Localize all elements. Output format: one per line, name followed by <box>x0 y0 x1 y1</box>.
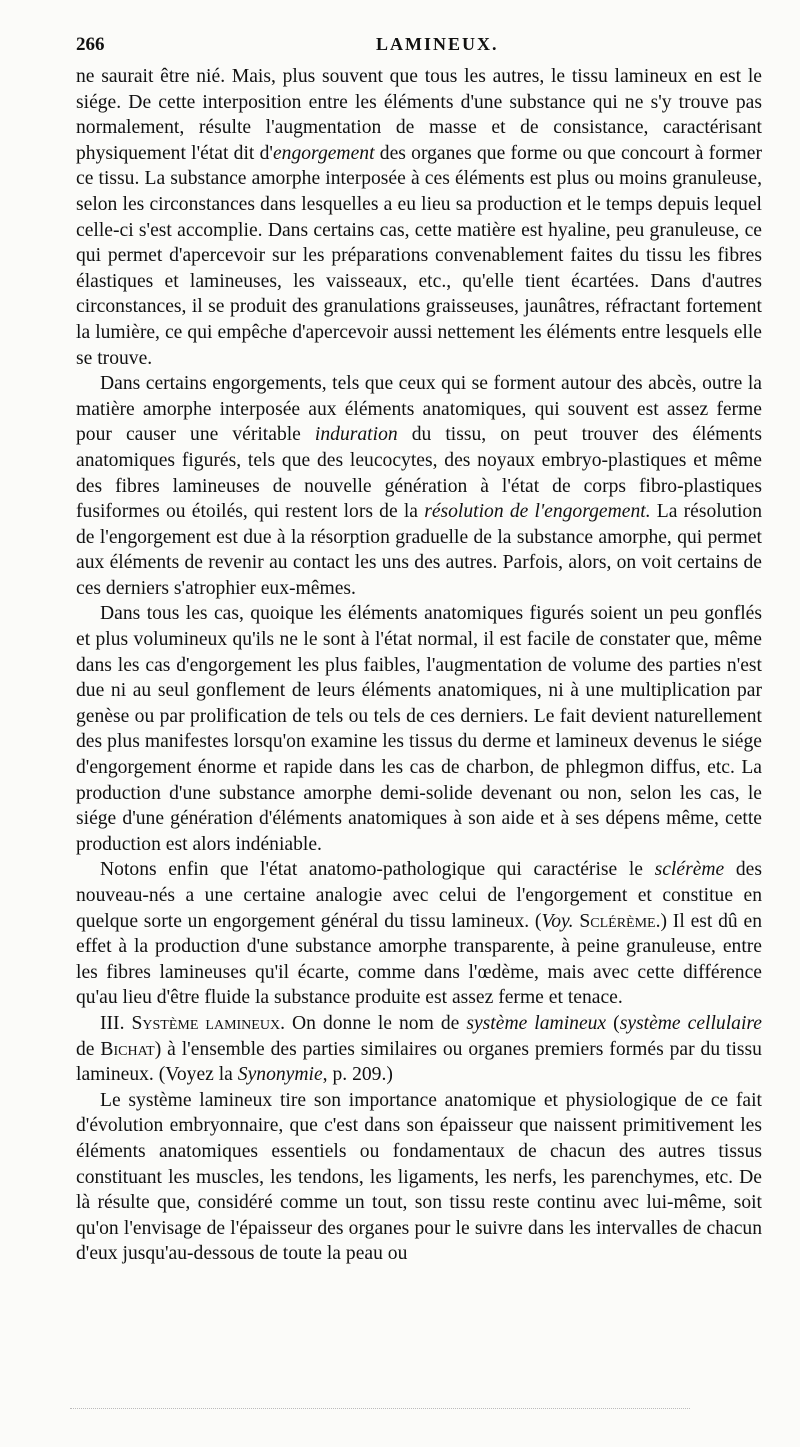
text-run: Notons enfin que l'état anatomo-pathologique qui caractérise le <box>100 859 655 881</box>
text-run: ) Il est dû en effet à la production d'une substance amorphe transparente, à peine granuleuse, entre les fibres lamineuses qu'il écarte, comme dans l'œdème, mais avec cette différence qu'au lieu d'être fluide la substance produite est assez ferme et tenace. <box>76 910 762 1009</box>
text-run: Dans certains engorgements, tels que ceux qui se forment autour des abcès, outre la matière amorphe interposée aux éléments anatomiques, qui souvent est assez ferme pour causer une véritable <box>76 373 762 446</box>
text-run: du tissu, on peut trouver des éléments anatomiques figurés, tels que des leucocytes, des noyaux embryo-plastiques et même des fibres lamineuses de nouvelle génération à l'état de corps fibro-plastiques fusiformes ou étoilés, qui restent lors de la <box>76 424 762 523</box>
text-run: Le système lamineux tire son importance anatomique et physiologique de ce fait d'évolution embryonnaire, que c'est dans son épaisseur que naissent primitivement les éléments anatomiques essentiels ou fondamentaux de chacun des autres tissus constituant les muscles, les tendons, les ligaments, les nerfs, les parenchymes, etc. De là résulte que, considéré comme un tout, son tissu reste continu avec lui-même, soit qu'on l'envisage de l'épaisseur des organes pour le suivre dans les intervalles de chacun d'eux jusqu'au-dessous de toute la peau ou <box>76 1089 762 1265</box>
paragraph-all-cases <box>76 601 762 857</box>
italic-term: résolution de l'engorgement. <box>424 501 651 523</box>
italic-term: induration <box>314 424 398 446</box>
paragraph-importance <box>76 1088 762 1267</box>
text-run: des nouveau-nés a une certaine analogie avec celui de l'engorgement et constitue en quelque sorte un engorgement général du tissu lamineux. ( <box>76 859 762 932</box>
text-run: de <box>76 1038 101 1060</box>
text-run: , p. 209.) <box>322 1064 393 1086</box>
text-run: ne saurait être nié. Mais, plus souvent que tous les autres, le tissu lamineux en est le siége. De cette interposition entre les éléments d'une substance qui ne s'y trouve pas normalement, résulte l'augmentation de masse et de consistance, caractérisant physiquement l'état dit d' <box>76 66 762 164</box>
small-caps-name: Bichat <box>100 1038 155 1060</box>
italic-term: système lamineux <box>466 1012 607 1034</box>
small-caps-reference: Sclérème. <box>579 910 661 932</box>
italic-term: Synonymie <box>237 1064 323 1086</box>
page-header <box>76 34 762 64</box>
paragraph-engorgement-continued <box>76 64 762 371</box>
text-run: Dans tous les cas, quoique les éléments anatomiques figurés soient un peu gonflés et plus volumineux qu'ils ne le sont à l'état normal, il est facile de constater que, même dans les cas d'engorgement les plus faibles, l'augmentation de volume des parties n'est due ni au seul gonflement de leurs éléments anatomiques, ni à une multiplication par genèse ou par prolification de tels ou tels de ces derniers. Le fait devient naturellement des plus manifestes lorsqu'on examine les tissus du derme et lamineux devenus le siége d'engorgement énorme et rapide dans les cas de charbon, de phlegmon diffus, etc. La production d'une substance amorphe demi-solide devenant ou non, selon les cas, le siége d'une génération d'éléments anatomiques à son aide et à ses dépens même, cette production est alors indéniable. <box>76 603 762 855</box>
paragraph-engorgements <box>76 371 762 601</box>
italic-term: sclérème <box>654 859 725 881</box>
section-number: III. <box>100 1012 132 1034</box>
show-through-divider <box>70 1408 690 1409</box>
text-run: La résolution de l'engorgement est due à la résorption graduelle de la substance amorphe, qui permet aux éléments de revenir au contact les uns des autres. Parfois, alors, on voit certains de ces derniers s'atrophier eux-mêmes. <box>76 501 763 599</box>
text-run: des organes que forme ou que concourt à former ce tissu. La substance amorphe interposée à ces éléments est plus ou moins granuleuse, selon les circonstances dans lesquelles a eu lieu sa production et le temps depuis lequel celle-ci s'est accomplie. Dans certains cas, cette matière est hyaline, peu granuleuse, ce qui permet d'apercevoir sur les préparations convenablement faites du tissu les fibres élastiques et lamineuses, les vaisseaux, etc., qu'elle tient écartées. Dans d'autres circonstances, il se produit des granulations graisseuses, jaunâtres, réfractant fortement la lumière, ce qui empêche d'apercevoir aussi nettement les éléments entre lesquels elle se trouve. <box>76 142 762 369</box>
section-heading: Système lamineux. <box>131 1012 285 1034</box>
body-text <box>76 64 762 1267</box>
page-number: 266 <box>76 34 105 55</box>
italic-term: système cellulaire <box>619 1012 762 1034</box>
text-run: ) à l'ensemble des parties similaires ou organes premiers formés par du tissu lamineux. (Voyez la <box>76 1038 762 1086</box>
text-run: On donne le nom de <box>284 1012 467 1034</box>
text-run: ( <box>606 1012 620 1034</box>
italic-term: engorgement <box>272 142 375 164</box>
running-title: LAMINEUX. <box>376 34 499 54</box>
italic-term: Voy. <box>541 910 574 932</box>
paragraph-systeme-lamineux <box>76 1011 762 1088</box>
paragraph-sclereme <box>76 857 762 1011</box>
